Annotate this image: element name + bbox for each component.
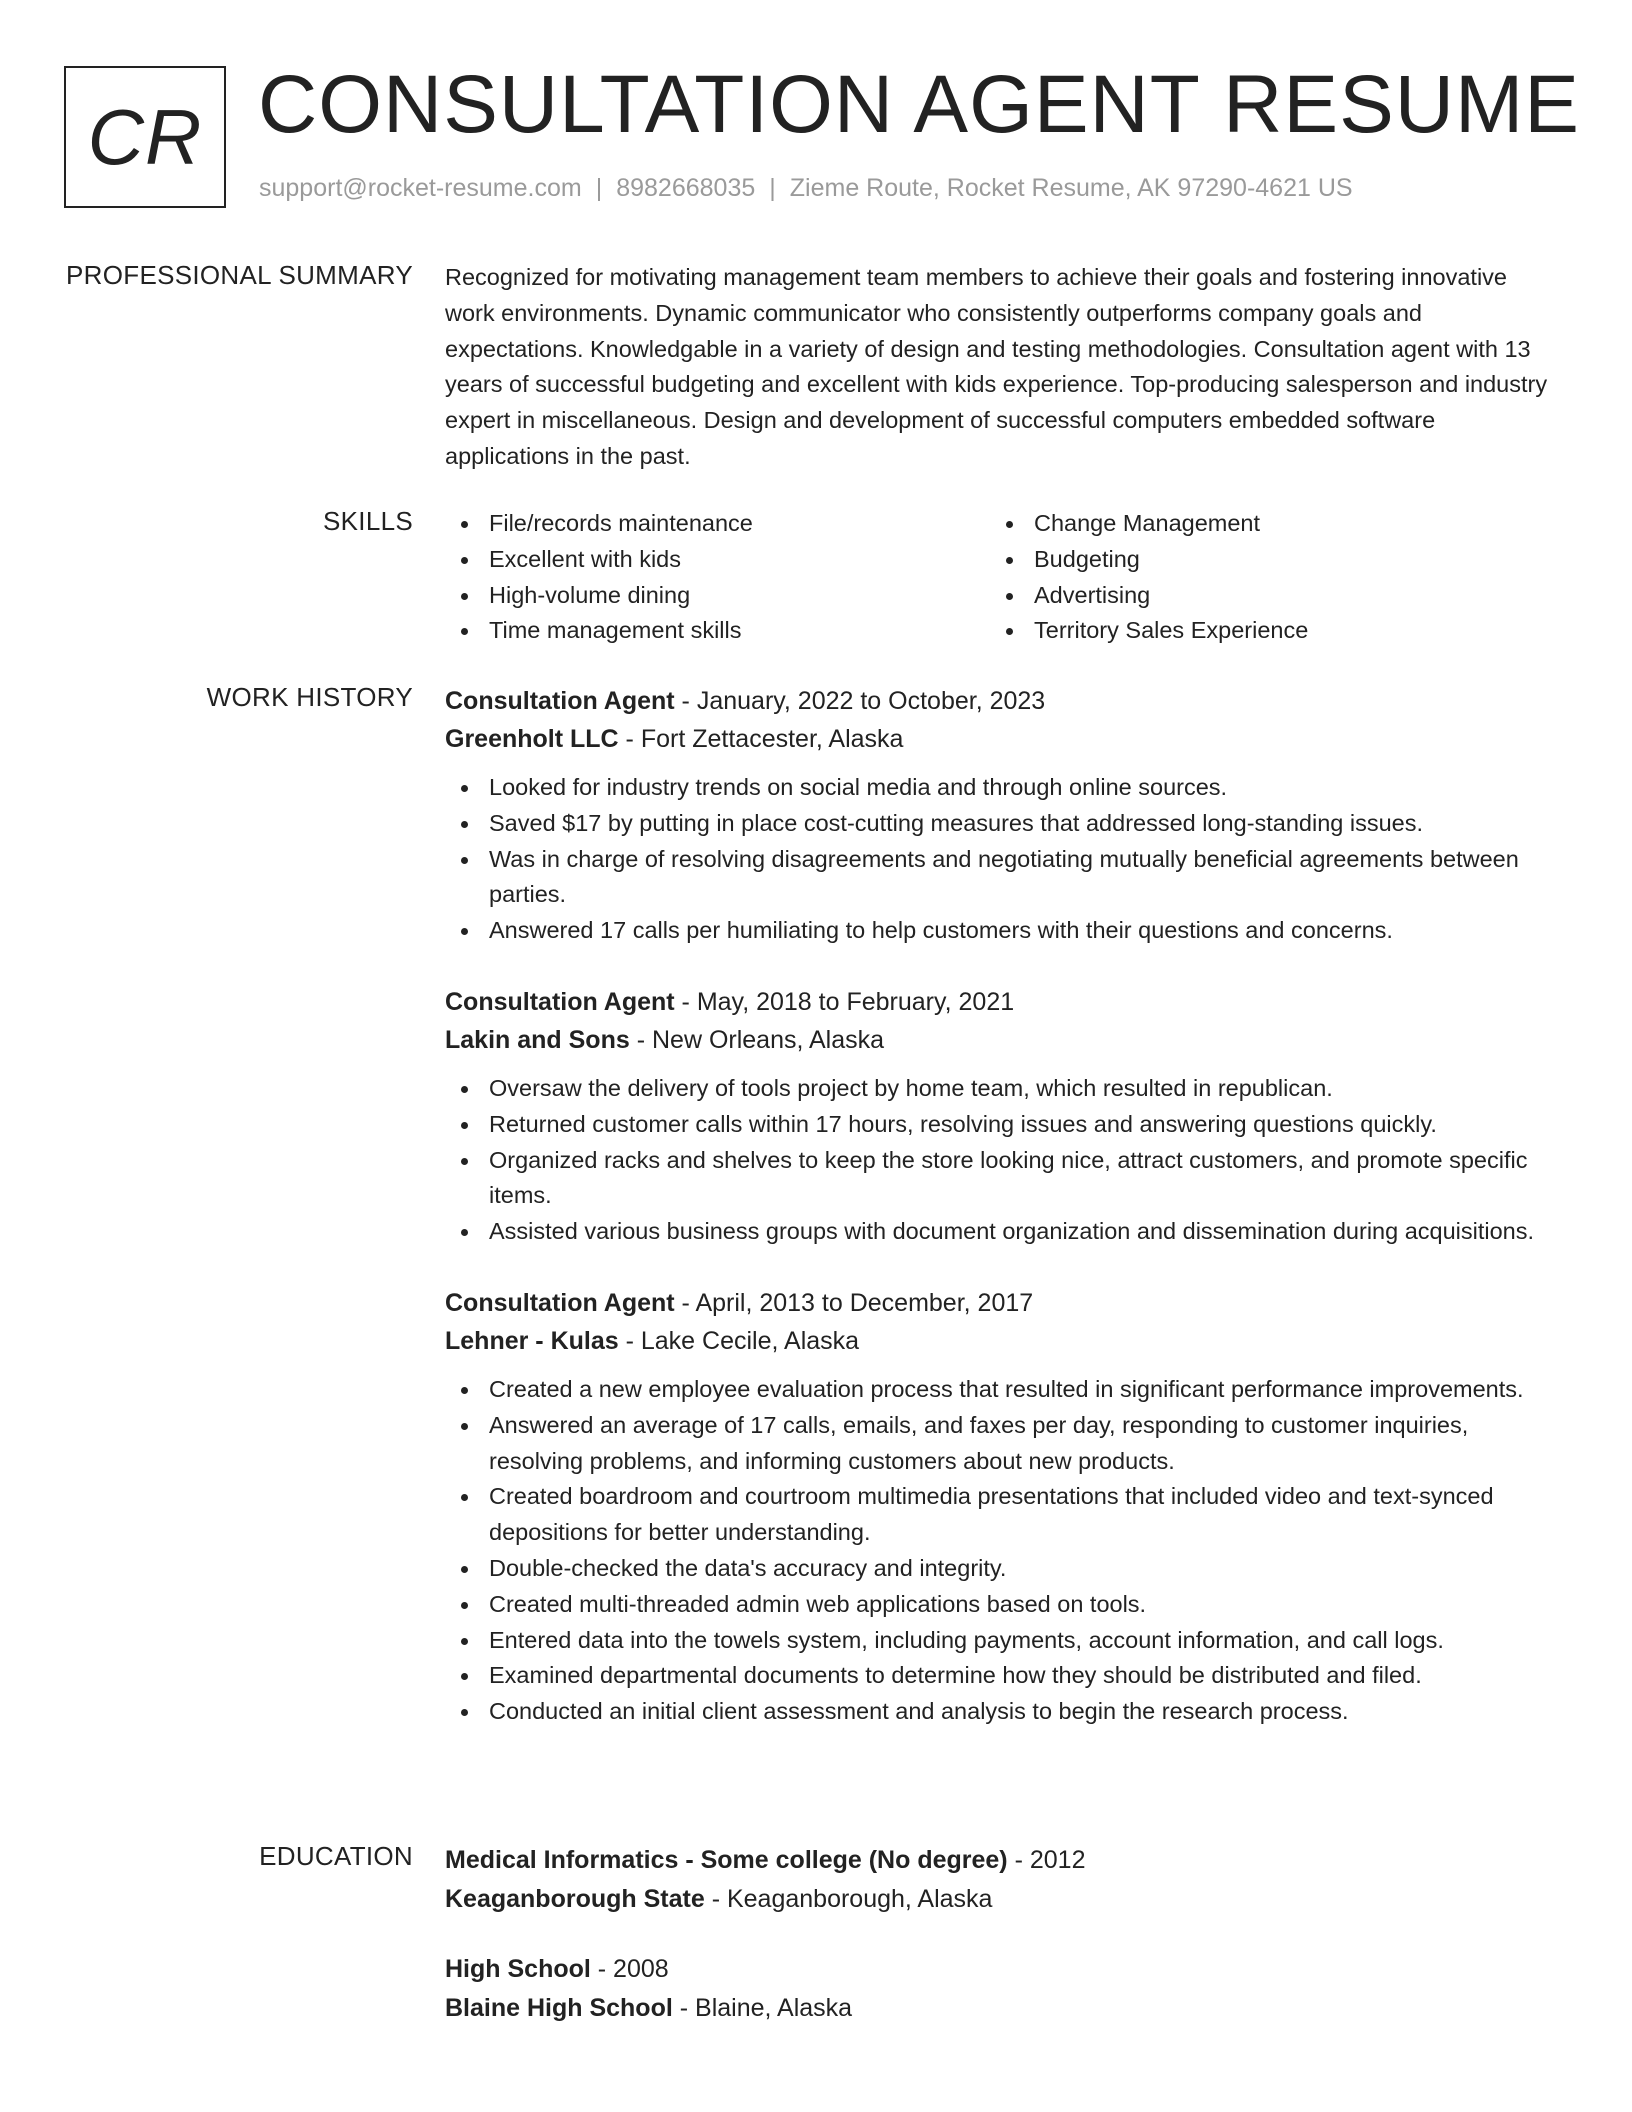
- skill-item: Excellent with kids: [445, 542, 990, 578]
- job-bullets: [445, 770, 1560, 949]
- job-dates: - May, 2018 to February, 2021: [674, 987, 1015, 1016]
- work-history-heading: WORK HISTORY: [206, 682, 413, 712]
- job-bullet: Organized racks and shelves to keep the store looking nice, attract customers, and promote specific items.: [445, 1143, 1560, 1215]
- contact-separator: |: [595, 174, 603, 202]
- job-bullet: Looked for industry trends on social media and through online sources.: [445, 770, 1560, 806]
- job-title: Consultation Agent: [445, 1288, 675, 1317]
- contact-line: [259, 174, 1353, 203]
- job-location: - Fort Zettacester, Alaska: [618, 725, 904, 753]
- job-bullet: Examined departmental documents to determine how they should be distributed and filed.: [445, 1658, 1560, 1694]
- job-entry: [445, 682, 1560, 949]
- education-location: - Keaganborough, Alaska: [704, 1885, 993, 1913]
- job-company: Greenholt LLC: [445, 725, 619, 753]
- job-bullet: Returned customer calls within 17 hours, resolving issues and answering questions quickly.: [445, 1107, 1560, 1143]
- job-location: - New Orleans, Alaska: [629, 1025, 885, 1054]
- education-heading: EDUCATION: [259, 1841, 413, 1871]
- job-bullet: Answered an average of 17 calls, emails, and faxes per day, responding to customer inquiries, resolving problems, and informing customers about new products.: [445, 1408, 1560, 1480]
- skill-item: High-volume dining: [445, 578, 990, 614]
- job-company-line: [445, 1322, 1560, 1360]
- job-bullet: Created a new employee evaluation process that resulted in significant performance improvements.: [445, 1372, 1560, 1408]
- job-dates: - April, 2013 to December, 2017: [674, 1288, 1034, 1317]
- job-bullet: Assisted various business groups with document organization and dissemination during acquisitions.: [445, 1214, 1560, 1250]
- contact-separator: |: [769, 174, 776, 202]
- job-bullet: Entered data into the towels system, including payments, account information, and call logs.: [445, 1623, 1560, 1659]
- job-title: Consultation Agent: [445, 687, 675, 715]
- skills-heading: SKILLS: [323, 506, 413, 536]
- job-dates: - January, 2022 to October, 2023: [674, 687, 1046, 715]
- skill-item: File/records maintenance: [445, 506, 990, 542]
- job-title-line: [445, 682, 1560, 720]
- skill-item: Change Management: [990, 506, 1535, 542]
- job-entry: [445, 983, 1560, 1250]
- job-entry: [445, 1284, 1560, 1730]
- skill-item: Budgeting: [990, 542, 1535, 578]
- contact-phone[interactable]: 8982668035: [616, 174, 756, 202]
- skill-item: Territory Sales Experience: [990, 613, 1535, 649]
- job-bullet: Was in charge of resolving disagreements and negotiating mutually beneficial agreements between parties.: [445, 842, 1560, 914]
- job-bullet: Conducted an initial client assessment and analysis to begin the research process.: [445, 1694, 1560, 1730]
- education-degree-line: [445, 1950, 1560, 1989]
- education-degree-line: [445, 1841, 1560, 1880]
- job-bullets: [445, 1372, 1560, 1730]
- contact-address: Zieme Route, Rocket Resume, AK 97290-4621 US: [789, 174, 1353, 202]
- education-degree: Medical Informatics - Some college (No degree): [445, 1846, 1008, 1874]
- education-year: - 2012: [1007, 1846, 1086, 1874]
- job-bullets: [445, 1071, 1560, 1250]
- resume-header: [64, 59, 1580, 212]
- skill-item: Time management skills: [445, 613, 990, 649]
- job-bullet: Saved $17 by putting in place cost-cutting measures that addressed long-standing issues.: [445, 806, 1560, 842]
- job-location: - Lake Cecile, Alaska: [618, 1326, 860, 1355]
- education-location: - Blaine, Alaska: [672, 1994, 853, 2022]
- monogram-badge: CR: [64, 66, 226, 208]
- summary-text: Recognized for motivating management team members to achieve their goals and fostering innovative work environments. Dynamic communicator who consistently outperforms company goals and expectations. Knowledgable in a variety of design and testing methodologies. Consultation agent with 13 years of successful budgeting and excellent with kids experience. Top-producing salesperson and industry expert in miscellaneous. Design and development of successful computers embedded software applications in the past.: [445, 264, 1548, 469]
- job-bullet: Answered 17 calls per humiliating to help customers with their questions and concerns.: [445, 913, 1560, 949]
- skills-list-right: [990, 506, 1535, 649]
- education-year: - 2008: [590, 1955, 669, 1983]
- summary-heading: PROFESSIONAL SUMMARY: [66, 260, 413, 290]
- job-bullet: Oversaw the delivery of tools project by home team, which resulted in republican.: [445, 1071, 1560, 1107]
- education-degree: High School: [445, 1955, 591, 1983]
- job-title-line: [445, 983, 1560, 1021]
- contact-email[interactable]: support@rocket-resume.com: [259, 174, 582, 202]
- job-company: Lakin and Sons: [445, 1025, 630, 1054]
- job-company: Lehner - Kulas: [445, 1326, 619, 1355]
- job-bullet: Created multi-threaded admin web applications based on tools.: [445, 1587, 1560, 1623]
- skills-list-left: [445, 506, 990, 649]
- job-title: Consultation Agent: [445, 987, 675, 1016]
- education-entry: [445, 1841, 1560, 1919]
- job-company-line: [445, 1021, 1560, 1059]
- resume-title: CONSULTATION AGENT RESUME: [258, 59, 1580, 150]
- education-school-line: [445, 1880, 1560, 1919]
- education-school-line: [445, 1989, 1560, 2028]
- job-title-line: [445, 1284, 1560, 1322]
- education-school: Keaganborough State: [445, 1885, 705, 1913]
- job-bullet: Double-checked the data's accuracy and integrity.: [445, 1551, 1560, 1587]
- education-entry: [445, 1950, 1560, 2028]
- job-company-line: [445, 720, 1560, 758]
- job-bullet: Created boardroom and courtroom multimedia presentations that included video and text-synced depositions for better understanding.: [445, 1479, 1560, 1551]
- education-school: Blaine High School: [445, 1994, 673, 2022]
- skill-item: Advertising: [990, 578, 1535, 614]
